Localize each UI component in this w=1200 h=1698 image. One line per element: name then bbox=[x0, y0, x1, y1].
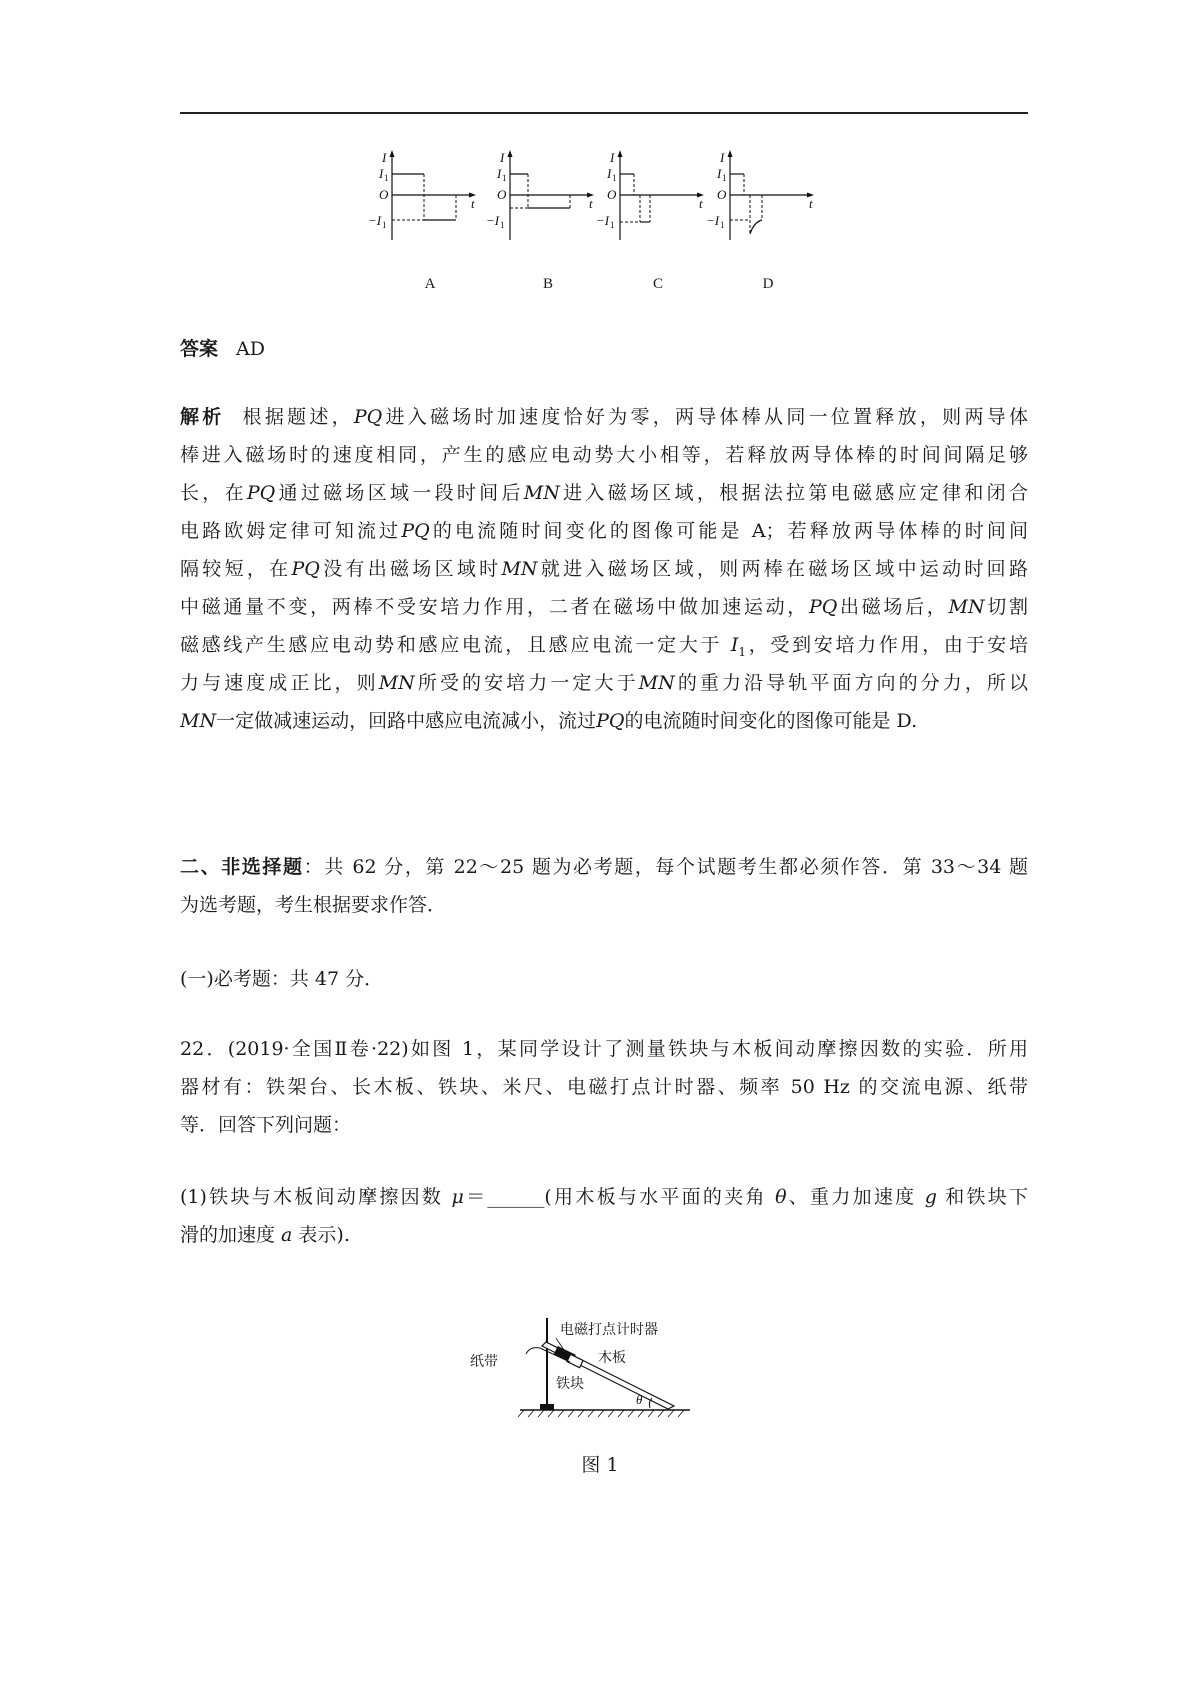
header-rule bbox=[180, 112, 1028, 114]
analysis-label: 解析 bbox=[180, 406, 225, 428]
answer-label: 答案 bbox=[180, 338, 219, 360]
section-2-line-1: 二、非选择题：共 62 分，第 22～25 题为必考题，每个试题考生都必须作答．第 33～34 题 bbox=[180, 856, 1028, 878]
tape-label: 纸带 bbox=[470, 1354, 498, 1370]
required-heading: (一)必考题：共 47 分． bbox=[180, 968, 384, 990]
section-2-line-2: 为选考题，考生根据要求作答． bbox=[180, 894, 447, 916]
graph-d bbox=[706, 150, 818, 300]
q22-line: 等．回答下列问题： bbox=[180, 1114, 352, 1136]
svg-text:I: I bbox=[607, 166, 612, 181]
text-line: 力与速度成正比，则MN所受的安培力一定大于MN的重力沿导轨平面方向的分力，所以 bbox=[180, 672, 1028, 694]
figure-1 bbox=[470, 1310, 710, 1420]
answer-line bbox=[180, 330, 1028, 368]
analysis-block bbox=[180, 398, 1028, 740]
svg-text:O: O bbox=[717, 187, 727, 202]
analysis-text bbox=[180, 398, 1028, 740]
svg-text:I: I bbox=[610, 150, 615, 165]
graph-y-label: I bbox=[382, 150, 387, 165]
svg-text:I: I bbox=[500, 150, 505, 165]
text-line: 滑的加速度 a 表示). bbox=[180, 1224, 350, 1246]
graph-options bbox=[368, 150, 840, 300]
graph-caption: B bbox=[542, 276, 553, 292]
text-line: 棒进入磁场时的速度相同，产生的感应电动势大小相等，若释放两导体棒的时间间隔足够 bbox=[180, 444, 1028, 466]
section-2 bbox=[180, 848, 1028, 924]
graph-a-plot bbox=[368, 150, 480, 270]
angle-label: θ bbox=[636, 1392, 643, 1407]
text-line: (1)铁块与木板间动摩擦因数 μ＝______(用木板与水平面的夹角 θ、重力加速度 g 和铁块下 bbox=[180, 1186, 1029, 1208]
graph-x-label: t bbox=[471, 196, 475, 211]
board-label: 木板 bbox=[598, 1350, 626, 1366]
figure-1-diagram bbox=[470, 1310, 710, 1420]
answer-block bbox=[180, 330, 1028, 368]
graph-c-plot bbox=[596, 150, 708, 270]
svg-text:t: t bbox=[699, 196, 703, 211]
text-line: MN一定做减速运动，回路中感应电流减小，流过PQ的电流随时间变化的图像可能是 D. bbox=[180, 710, 918, 732]
svg-text:1: 1 bbox=[502, 173, 507, 183]
svg-text:I: I bbox=[717, 166, 722, 181]
q22-part-1-text bbox=[180, 1178, 1028, 1254]
graph-b-plot bbox=[486, 150, 598, 270]
q22-line: 22．(2019·全国Ⅱ卷·22)如图 1，某同学设计了测量铁块与木板间动摩擦因数的实验．所用 bbox=[180, 1038, 1028, 1060]
svg-text:t: t bbox=[809, 196, 813, 211]
svg-text:1: 1 bbox=[720, 220, 725, 230]
svg-text:1: 1 bbox=[612, 173, 617, 183]
svg-text:−I: −I bbox=[706, 213, 720, 228]
question-22-part-1 bbox=[180, 1178, 1028, 1254]
svg-text:−I: −I bbox=[596, 213, 610, 228]
graph-i1-label: I bbox=[379, 166, 384, 181]
svg-text:1: 1 bbox=[500, 220, 505, 230]
svg-text:1: 1 bbox=[610, 220, 615, 230]
svg-text:t: t bbox=[589, 196, 593, 211]
svg-text:O: O bbox=[607, 187, 617, 202]
text-line: 电路欧姆定律可知流过PQ的电流随时间变化的图像可能是 A；若释放两导体棒的时间间 bbox=[180, 520, 1028, 542]
text-line: 磁感线产生感应电动势和感应电流，且感应电流一定大于 $I_1$，受到安培力作用，由于安培 bbox=[180, 634, 1028, 659]
svg-text:O: O bbox=[497, 187, 507, 202]
text-line: 长，在PQ通过磁场区域一段时间后MN进入磁场区域，根据法拉第电磁感应定律和闭合 bbox=[180, 482, 1028, 504]
timer-label: 电磁打点计时器 bbox=[560, 1322, 658, 1338]
q22-line: 器材有：铁架台、长木板、铁块、米尺、电磁打点计时器、频率 50 Hz 的交流电源、纸带 bbox=[180, 1076, 1028, 1098]
graph-c bbox=[596, 150, 708, 300]
graph-caption: D bbox=[762, 276, 774, 292]
answer-value: AD bbox=[236, 338, 265, 360]
question-22 bbox=[180, 1030, 1028, 1144]
graph-caption: C bbox=[652, 276, 663, 292]
text-line: 中磁通量不变，两棒不受安培力作用，二者在磁场中做加速运动，PQ出磁场后，MN切割 bbox=[180, 596, 1028, 618]
svg-text:−I: −I bbox=[486, 213, 500, 228]
text-line: 解析 根据题述，PQ进入磁场时加速度恰好为零，两导体棒从同一位置释放，则两导体 bbox=[180, 406, 1028, 428]
figure-1-caption: 图 1 bbox=[581, 1454, 619, 1476]
graph-a bbox=[368, 150, 480, 300]
graph-caption: A bbox=[424, 276, 436, 292]
graph-b bbox=[486, 150, 598, 300]
graph-d-plot bbox=[706, 150, 818, 270]
svg-text:I: I bbox=[720, 150, 725, 165]
svg-text:1: 1 bbox=[384, 173, 389, 183]
text-line: 隔较短，在PQ没有出磁场区域时MN就进入磁场区域，则两棒在磁场区域中运动时回路 bbox=[180, 558, 1028, 580]
block-label: 铁块 bbox=[556, 1376, 584, 1392]
section-2-title: 二、非选择题 bbox=[180, 856, 304, 878]
graph-origin: O bbox=[379, 187, 389, 202]
svg-text:1: 1 bbox=[382, 220, 387, 230]
svg-text:I: I bbox=[497, 166, 502, 181]
svg-text:1: 1 bbox=[722, 173, 727, 183]
graph-neg-i1-label: −I bbox=[368, 213, 382, 228]
